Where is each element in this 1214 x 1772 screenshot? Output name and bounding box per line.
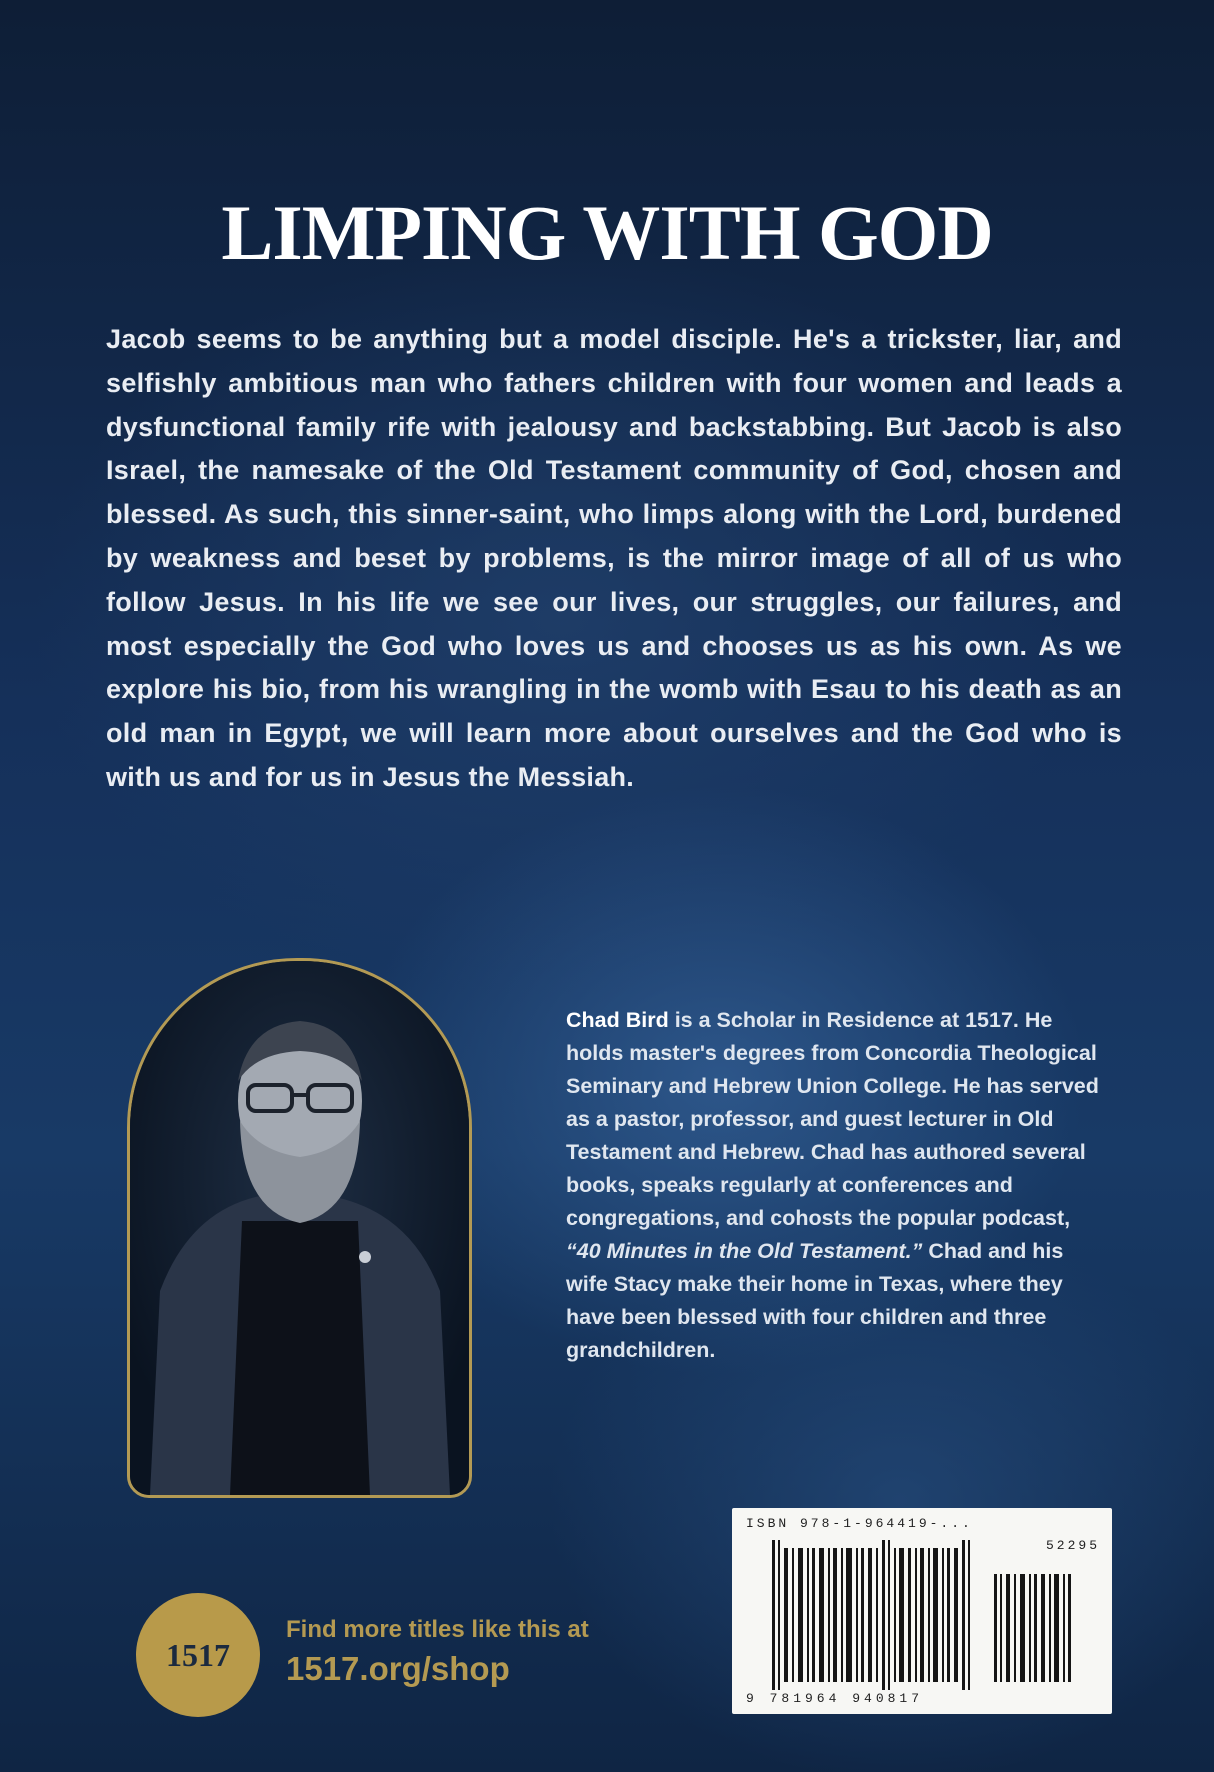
book-title: LIMPING WITH GOD (221, 189, 993, 276)
isbn-barcode (732, 1508, 1112, 1714)
author-bio (566, 1004, 1106, 1367)
barcode-bars (732, 1508, 1112, 1714)
publisher-logo (136, 1593, 260, 1717)
isbn-text: ISBN 978-1-964419-... (746, 1516, 973, 1531)
price-code: 52295 (1045, 1538, 1100, 1553)
podcast-title: “40 Minutes in the Old Testament.” (566, 1239, 923, 1263)
author-name: Chad Bird (566, 1008, 669, 1032)
publisher-logo-text: 1517 (166, 1636, 230, 1673)
shop-url[interactable]: 1517.org/shop (286, 1650, 510, 1687)
publisher-shop (286, 1613, 589, 1691)
barcode-digits: 9 781964 940817 (746, 1691, 924, 1706)
author-bio-text: is a Scholar in Residence at 1517. He holds master's degrees from Concordia Theological Seminary and Hebrew Union College. He has served as a pastor, professor, and guest lecturer in Old Testament and Hebrew. Chad has authored several books, speaks regularly at conferences and congregations, and cohosts the popular podcast, (566, 1008, 1099, 1230)
author-portrait (127, 958, 472, 1498)
author-bio-text-end: Chad and his wife Stacy make their home in Texas, where they have been blessed with four children and three grandchildren. (566, 1239, 1064, 1362)
book-blurb: Jacob seems to be anything but a model disciple. He's a trickster, liar, and selfishly ambitious man who fathers children with four women and leads a dysfunctional family rife with jealousy and backstabbing. But Jacob is also Israel, the namesake of the Old Testament community of God, chosen and blessed. As such, this sinner-saint, who limps along with the Lord, burdened by weakness and beset by problems, is the mirror image of all of us who follow Jesus. In his life we see our lives, our struggles, our failures, and most especially the God who loves us and chooses us as his own. As we explore his bio, from his wrangling in the womb with Esau to his death as an old man in Egypt, we will learn more about ourselves and the God who is with us and for us in Jesus the Messiah. (106, 324, 1122, 792)
shop-tagline: Find more titles like this at (286, 1616, 589, 1643)
author-photo (130, 961, 469, 1495)
